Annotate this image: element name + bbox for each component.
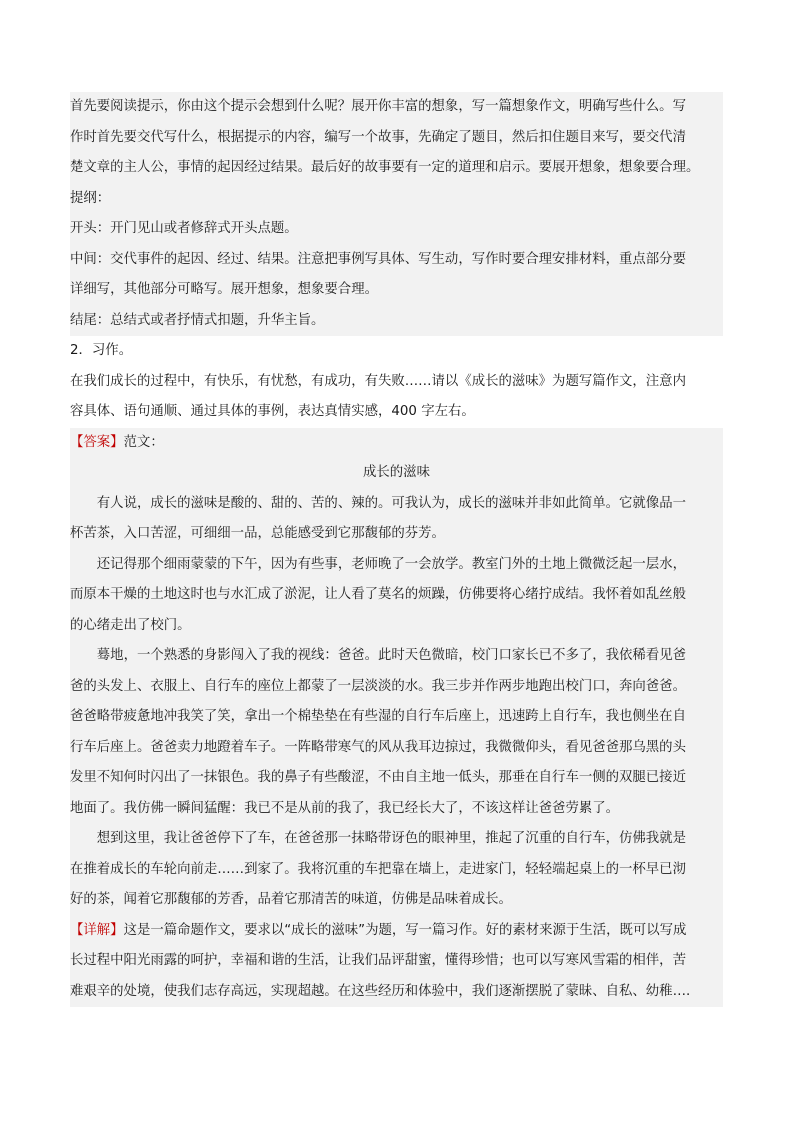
essay-line: 地面了。我仿佛一瞬间猛醒：我已不是从前的我了，我已经长大了，不该这样让爸爸劳累了。	[70, 800, 620, 816]
outline-opening: 开头：开门见山或者修辞式开头点题。	[70, 221, 298, 236]
essay-line: 还记得那个细雨蒙蒙的下午，因为有些事，老师晚了一会放学。教室门外的土地上微微泛起一层水，	[96, 556, 686, 572]
outline-middle: 中间：交代事件的起因、经过、结果。注意把事例写具体、写生动，写作时要合理安排材料，重点部分要	[70, 251, 686, 267]
outline-ending: 结尾：总结式或者抒情式扣题，升华主旨。	[70, 312, 325, 328]
essay-line: 发里不知何时闪出了一抹银色。我的鼻子有些酸涩，不由自主地一低头，那垂在自行车一侧的双腿已接近	[70, 770, 686, 785]
essay-line: 杯苦茶，入口苦涩，可细细一品，总能感受到它那馥郁的芬芳。	[70, 526, 445, 541]
essay-line: 的心绪走出了校门。	[70, 617, 191, 633]
answer-label: 范文：	[123, 434, 164, 450]
question-block	[70, 336, 723, 428]
question-line: 在我们成长的过程中，有快乐，有忧愁，有成功，有失败……请以《成长的滋味》为题写篇作文，注意内	[70, 373, 686, 389]
hint-line: 作时首先要交代写什么，根据提示的内容，编写一个故事，先确定了题目，然后扣住题目来写，要交代清	[70, 129, 686, 145]
analysis-tag: 【详解】	[70, 922, 124, 938]
essay-line: 行车后座上。爸爸卖力地蹬着车子。一阵略带寒气的风从我耳边掠过，我微微仰头，看见爸爸那乌黑的头	[70, 739, 686, 755]
essay-line: 在推着成长的车轮向前走……到家了。我将沉重的车把靠在墙上，走进家门，轻轻端起桌上的一杯早已沏	[70, 861, 686, 877]
analysis-line: 难艰辛的处境，使我们志存高远，实现超越。在这些经历和体验中，我们逐渐摆脱了蒙昧、自私、幼稚….	[70, 983, 691, 999]
essay-line: 爸的头发上、衣服上、自行车的座位上都蒙了一层淡淡的水。我三步并作两步地跑出校门口，奔向爸爸。	[70, 678, 686, 694]
essay-title: 成长的滋味	[363, 465, 430, 480]
analysis-block	[70, 916, 723, 1008]
analysis-line	[70, 916, 723, 947]
hint-block	[70, 92, 723, 336]
essay-line: 蓦地，一个熟悉的身影闯入了我的视线：爸爸。此时天色微暗，校门口家长已不多了，我依稀看见爸	[96, 648, 686, 663]
outline-middle-cont: 详细写，其他部分可略写。展开想象，想象要合理。	[70, 282, 378, 297]
essay-line: 想到这里，我让爸爸停下了车，在爸爸那一抹略带讶色的眼神里，推起了沉重的自行车，仿佛我就是	[96, 831, 686, 846]
outline-heading: 提纲：	[70, 190, 111, 206]
hint-line: 楚文章的主人公，事情的起因经过结果。最后好的故事要有一定的道理和启示。要展开想象，想象要合理。	[70, 160, 700, 175]
essay-line: 爸爸略带疲惫地冲我笑了笑，拿出一个棉垫垫在有些湿的自行车后座上，迅速跨上自行车，我也侧坐在自	[70, 709, 686, 724]
question-line: 容具体、语句通顺、通过具体的事例，表达真情实感，400 字左右。	[70, 404, 475, 419]
essay-line: 好的茶，闻着它那馥郁的芳香，品着它那清苦的味道，仿佛是品味着成长。	[70, 892, 512, 907]
essay-line: 有人说，成长的滋味是酸的、甜的、苦的、辣的。可我认为，成长的滋味并非如此简单。它就像品一	[96, 495, 686, 511]
hint-line: 首先要阅读提示，你由这个提示会想到什么呢？展开你丰富的想象，写一篇想象作文，明确写些什么。写	[70, 99, 686, 114]
document-page	[70, 92, 723, 1007]
answer-block	[70, 428, 723, 916]
analysis-text: 这是一篇命题作文，要求以“成长的滋味”为题，写一篇习作。好的素材来源于生活，既可以写成	[123, 922, 687, 938]
analysis-line: 长过程中阳光雨露的呵护，幸福和谐的生活，让我们品评甜蜜，懂得珍惜；也可以写寒风雪霜的相伴，苦	[70, 953, 686, 968]
question-number: 2．习作。	[70, 343, 133, 358]
essay-line: 而原本干燥的土地这时也与水汇成了淤泥，让人看了莫名的烦躁，仿佛要将心绪拧成结。我怀着如乱丝般	[70, 587, 686, 602]
answer-heading	[70, 428, 723, 459]
answer-tag: 【答案】	[70, 434, 124, 450]
